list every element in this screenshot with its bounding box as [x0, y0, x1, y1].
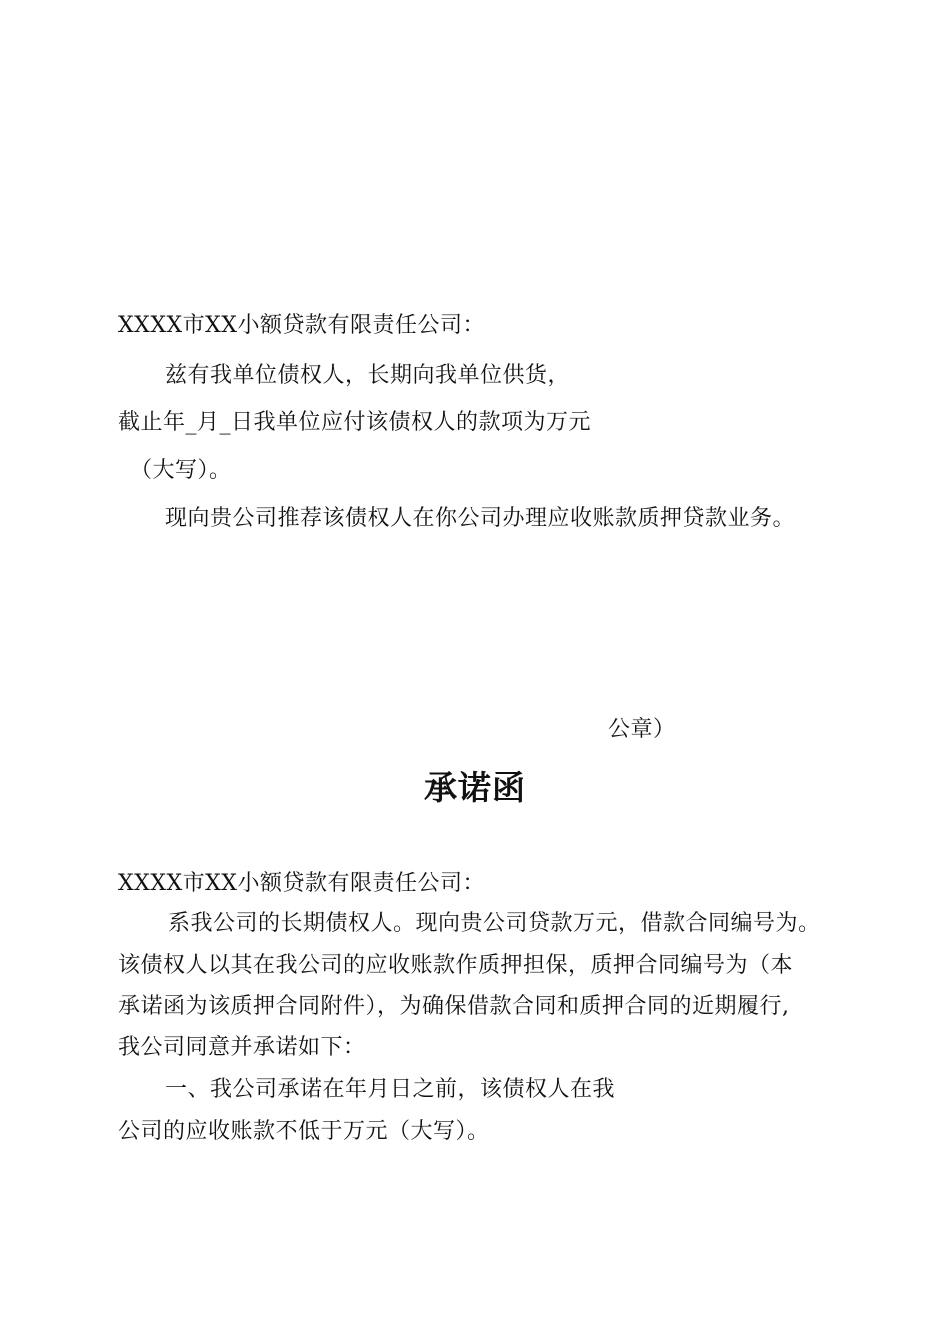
- letter1-line-4: 现向贵公司推荐该债权人在你公司办理应收账款质押贷款业务。: [165, 506, 796, 531]
- letter2-line-6: 公司的应收账款不低于万元（大写）。: [118, 1119, 490, 1144]
- letter2-line-4: 我公司同意并承诺如下：: [118, 1035, 366, 1060]
- letter2-line-1: 系我公司的长期债权人。现向贵公司贷款万元，借款合同编号为。: [168, 911, 821, 936]
- letter2-line-5: 一、我公司承诺在年月日之前，该债权人在我: [165, 1077, 616, 1102]
- letter2-line-3: 承诺函为该质押合同附件），为确保借款合同和质押合同的近期履行,: [118, 994, 790, 1019]
- letter1-line-2: 截止年_月_日我单位应付该债权人的款项为万元: [118, 410, 592, 435]
- seal-label: 公章）: [608, 717, 676, 742]
- letter2-addressee: XXXX市XX小额贷款有限责任公司：: [118, 871, 485, 896]
- letter2-line-2: 该债权人以其在我公司的应收账款作质押担保，质押合同编号为（本: [118, 953, 794, 978]
- letter1-line-1: 兹有我单位债权人，长期向我单位供货，: [165, 363, 571, 388]
- letter1-line-3: （大写）。: [130, 458, 232, 483]
- page-title: 承诺函: [424, 768, 526, 807]
- letter1-addressee: XXXX市XX小额贷款有限责任公司：: [118, 313, 485, 338]
